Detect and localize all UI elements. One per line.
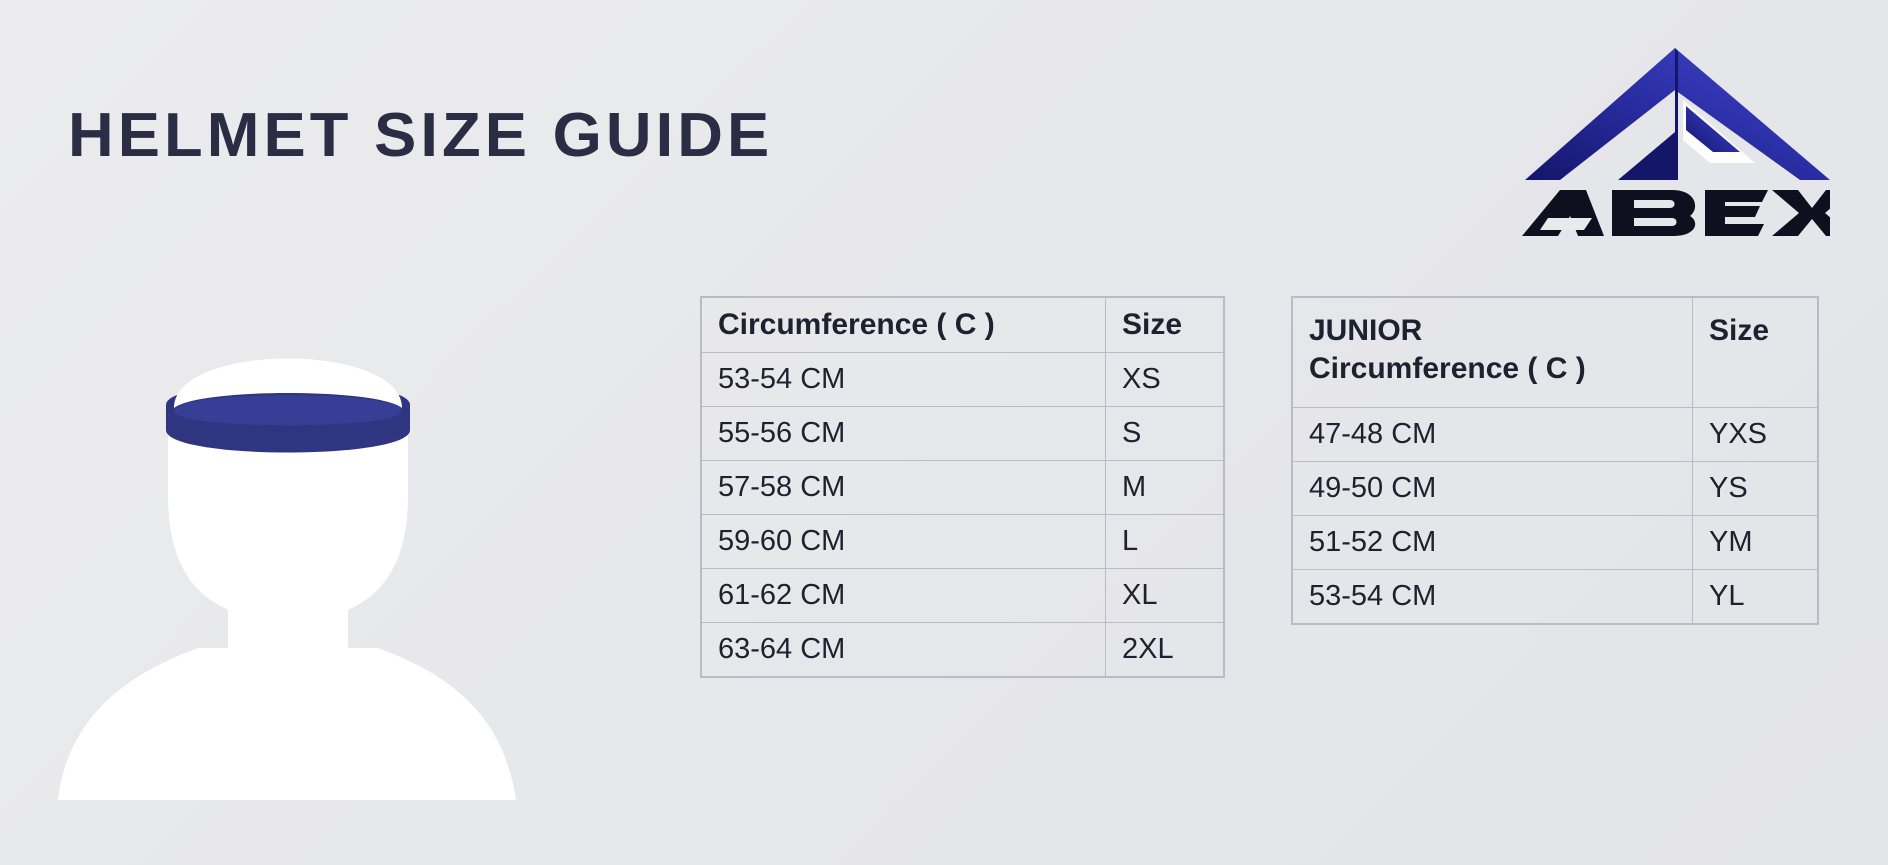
cell-circumference: 59-60 CM <box>702 515 1106 569</box>
head-measurement-silhouette <box>48 280 628 810</box>
table-row <box>702 461 1224 515</box>
header-junior-line1: JUNIOR <box>1309 314 1423 347</box>
cell-size: YM <box>1693 516 1818 570</box>
cell-circumference: 55-56 CM <box>702 407 1106 461</box>
cell-circumference: 53-54 CM <box>1293 570 1693 624</box>
table-header-row <box>1293 298 1818 408</box>
table-row <box>1293 516 1818 570</box>
cell-circumference: 49-50 CM <box>1293 462 1693 516</box>
adult-size-table <box>701 297 1224 677</box>
apex-wordmark <box>1522 190 1830 236</box>
header-circumference: Circumference ( C ) <box>702 298 1106 353</box>
table-row <box>702 569 1224 623</box>
table-header-row <box>702 298 1224 353</box>
table-row <box>1293 570 1818 624</box>
header-size: Size <box>1693 298 1818 408</box>
cell-size: XS <box>1106 353 1224 407</box>
header-junior-line2: Circumference ( C ) <box>1309 351 1586 385</box>
adult-size-table-container <box>700 296 1225 678</box>
header-size: Size <box>1106 298 1224 353</box>
cell-size: S <box>1106 407 1224 461</box>
table-row <box>1293 408 1818 462</box>
cell-size: YL <box>1693 570 1818 624</box>
cell-circumference: 51-52 CM <box>1293 516 1693 570</box>
cell-size: L <box>1106 515 1224 569</box>
table-row <box>702 623 1224 677</box>
table-row <box>1293 462 1818 516</box>
junior-size-table <box>1292 297 1818 624</box>
header-junior-circumference <box>1293 298 1693 408</box>
cell-size: YS <box>1693 462 1818 516</box>
apex-logo <box>1500 40 1830 240</box>
cell-circumference: 47-48 CM <box>1293 408 1693 462</box>
cell-size: M <box>1106 461 1224 515</box>
cell-circumference: 53-54 CM <box>702 353 1106 407</box>
cell-size: XL <box>1106 569 1224 623</box>
chevron-icon <box>1525 48 1830 180</box>
table-row <box>702 515 1224 569</box>
table-row <box>702 353 1224 407</box>
page-title: HELMET SIZE GUIDE <box>68 101 774 170</box>
cell-size: 2XL <box>1106 623 1224 677</box>
cell-circumference: 63-64 CM <box>702 623 1106 677</box>
cell-circumference: 57-58 CM <box>702 461 1106 515</box>
table-row <box>702 407 1224 461</box>
cell-size: YXS <box>1693 408 1818 462</box>
cell-circumference: 61-62 CM <box>702 569 1106 623</box>
junior-size-table-container <box>1291 296 1819 625</box>
